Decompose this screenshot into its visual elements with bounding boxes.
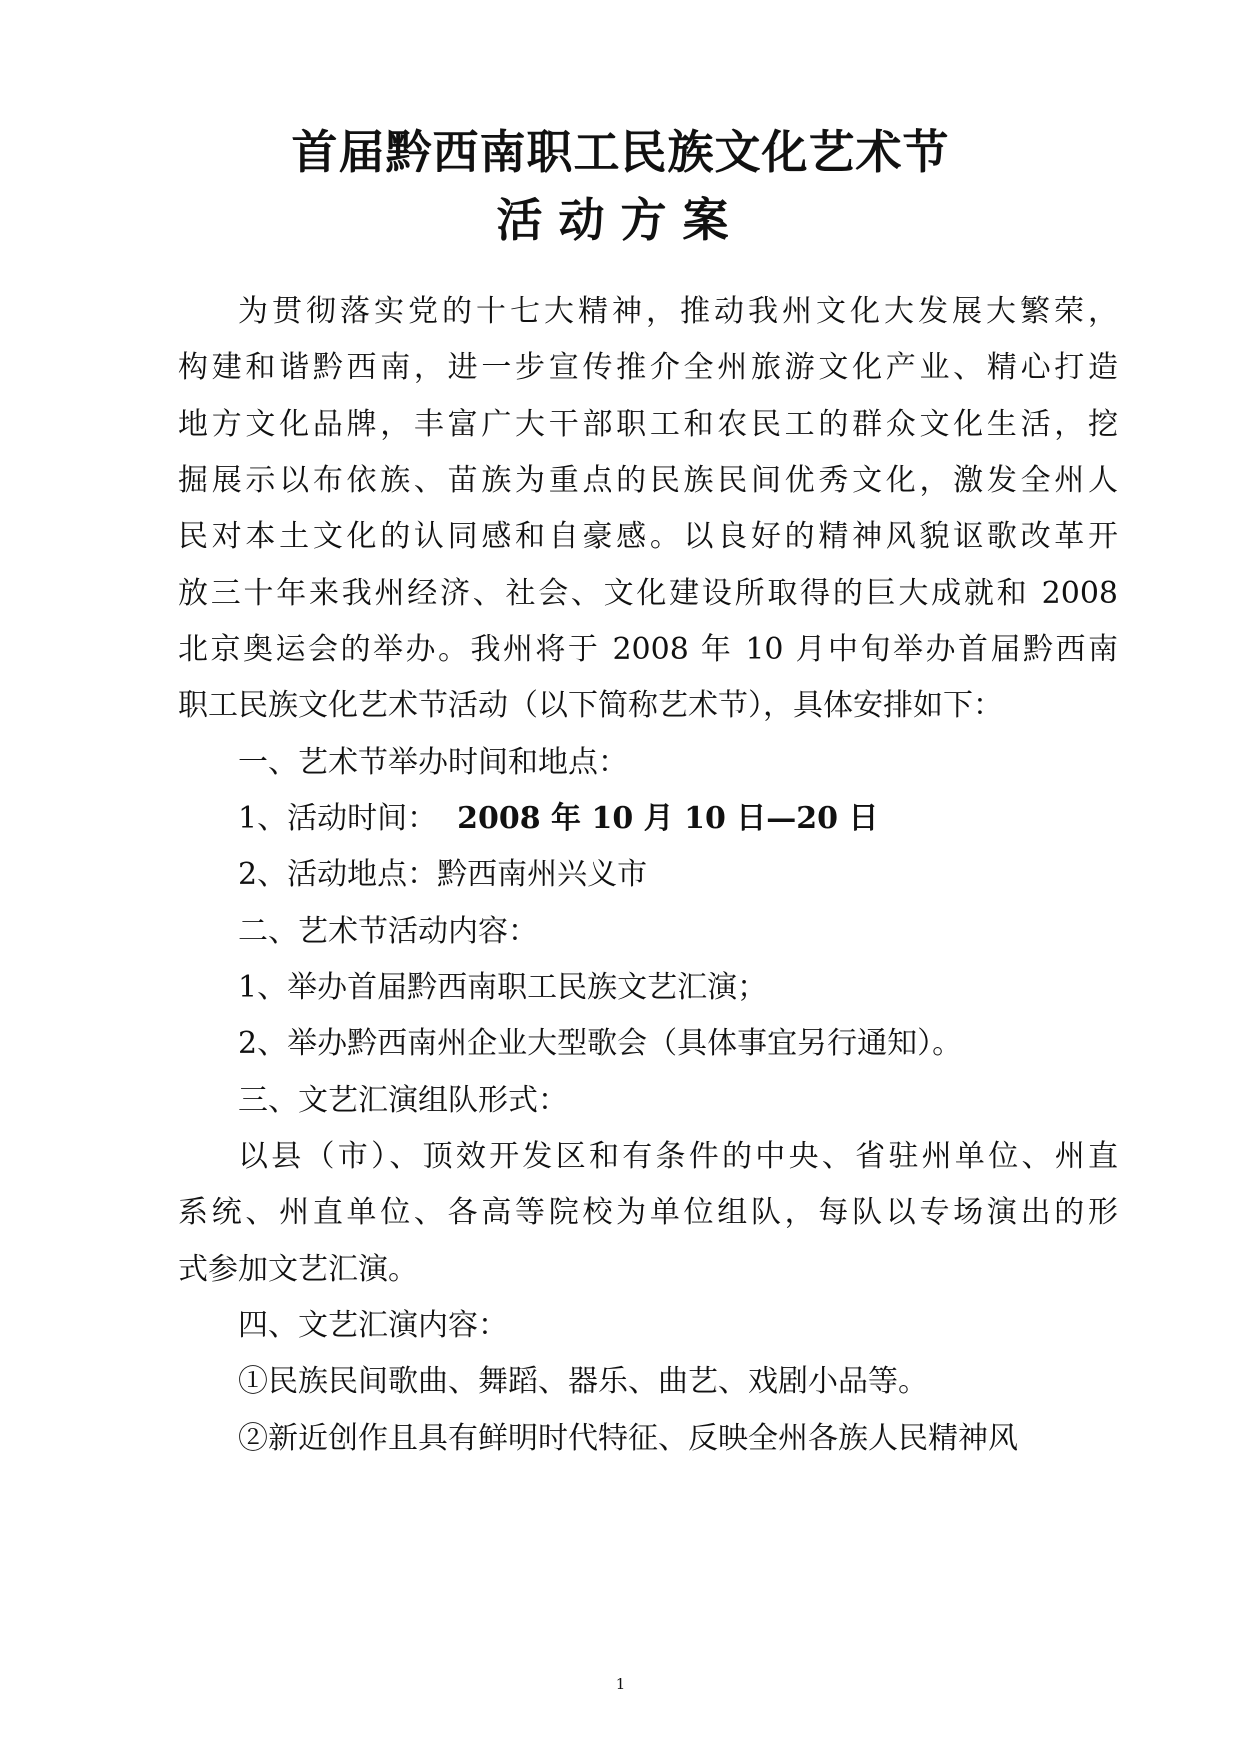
intro-line: 掘展示以布依族、苗族为重点的民族民间优秀文化，激发全州人 — [178, 463, 1118, 498]
intro-line: 民对本土文化的认同感和自豪感。以良好的精神风貌讴歌改革开 — [178, 519, 1118, 554]
list-item: ①民族民间歌曲、舞蹈、器乐、曲艺、戏剧小品等。 — [238, 1364, 928, 1399]
body-line: 系统、州直单位、各高等院校为单位组队，每队以专场演出的形 — [178, 1195, 1118, 1230]
intro-line: 为贯彻落实党的十七大精神，推动我州文化大发展大繁荣， — [238, 294, 1118, 329]
activity-time-label: 1、活动时间： — [238, 801, 438, 836]
body-line: 式参加文艺汇演。 — [178, 1252, 418, 1287]
document-subtitle: 活动方案 — [496, 193, 745, 247]
section-heading: 二、艺术节活动内容： — [238, 914, 538, 949]
intro-line: 职工民族文化艺术节活动（以下简称艺术节），具体安排如下： — [178, 688, 1003, 723]
section-heading: 一、艺术节举办时间和地点： — [238, 745, 628, 780]
intro-line: 构建和谐黔西南，进一步宣传推介全州旅游文化产业、精心打造 — [178, 350, 1118, 385]
intro-line: 北京奥运会的举办。我州将于 2008 年 10 月中旬举办首届黔西南 — [178, 632, 1118, 667]
section-heading: 三、文艺汇演组队形式： — [238, 1083, 568, 1118]
intro-line: 放三十年来我州经济、社会、文化建设所取得的巨大成就和 2008 — [178, 576, 1118, 611]
activity-time-value: 2008 年 10 月 10 日—20 日 — [457, 801, 879, 836]
intro-line: 地方文化品牌，丰富广大干部职工和农民工的群众文化生活，挖 — [178, 407, 1118, 442]
list-item: ②新近创作且具有鲜明时代特征、反映全州各族人民精神风 — [238, 1421, 1018, 1456]
body-line: 以县（市）、顶效开发区和有条件的中央、省驻州单位、州直 — [238, 1139, 1118, 1174]
list-item: 2、举办黔西南州企业大型歌会（具体事宜另行通知）。 — [238, 1026, 963, 1061]
page-number: 1 — [615, 1675, 626, 1693]
section-heading: 四、文艺汇演内容： — [238, 1308, 508, 1343]
list-item: 1、举办首届黔西南职工民族文艺汇演； — [238, 970, 768, 1005]
activity-place: 2、活动地点：黔西南州兴义市 — [238, 857, 648, 892]
activity-time — [238, 799, 1118, 839]
document-title: 首届黔西南职工民族文化艺术节 — [291, 125, 950, 179]
